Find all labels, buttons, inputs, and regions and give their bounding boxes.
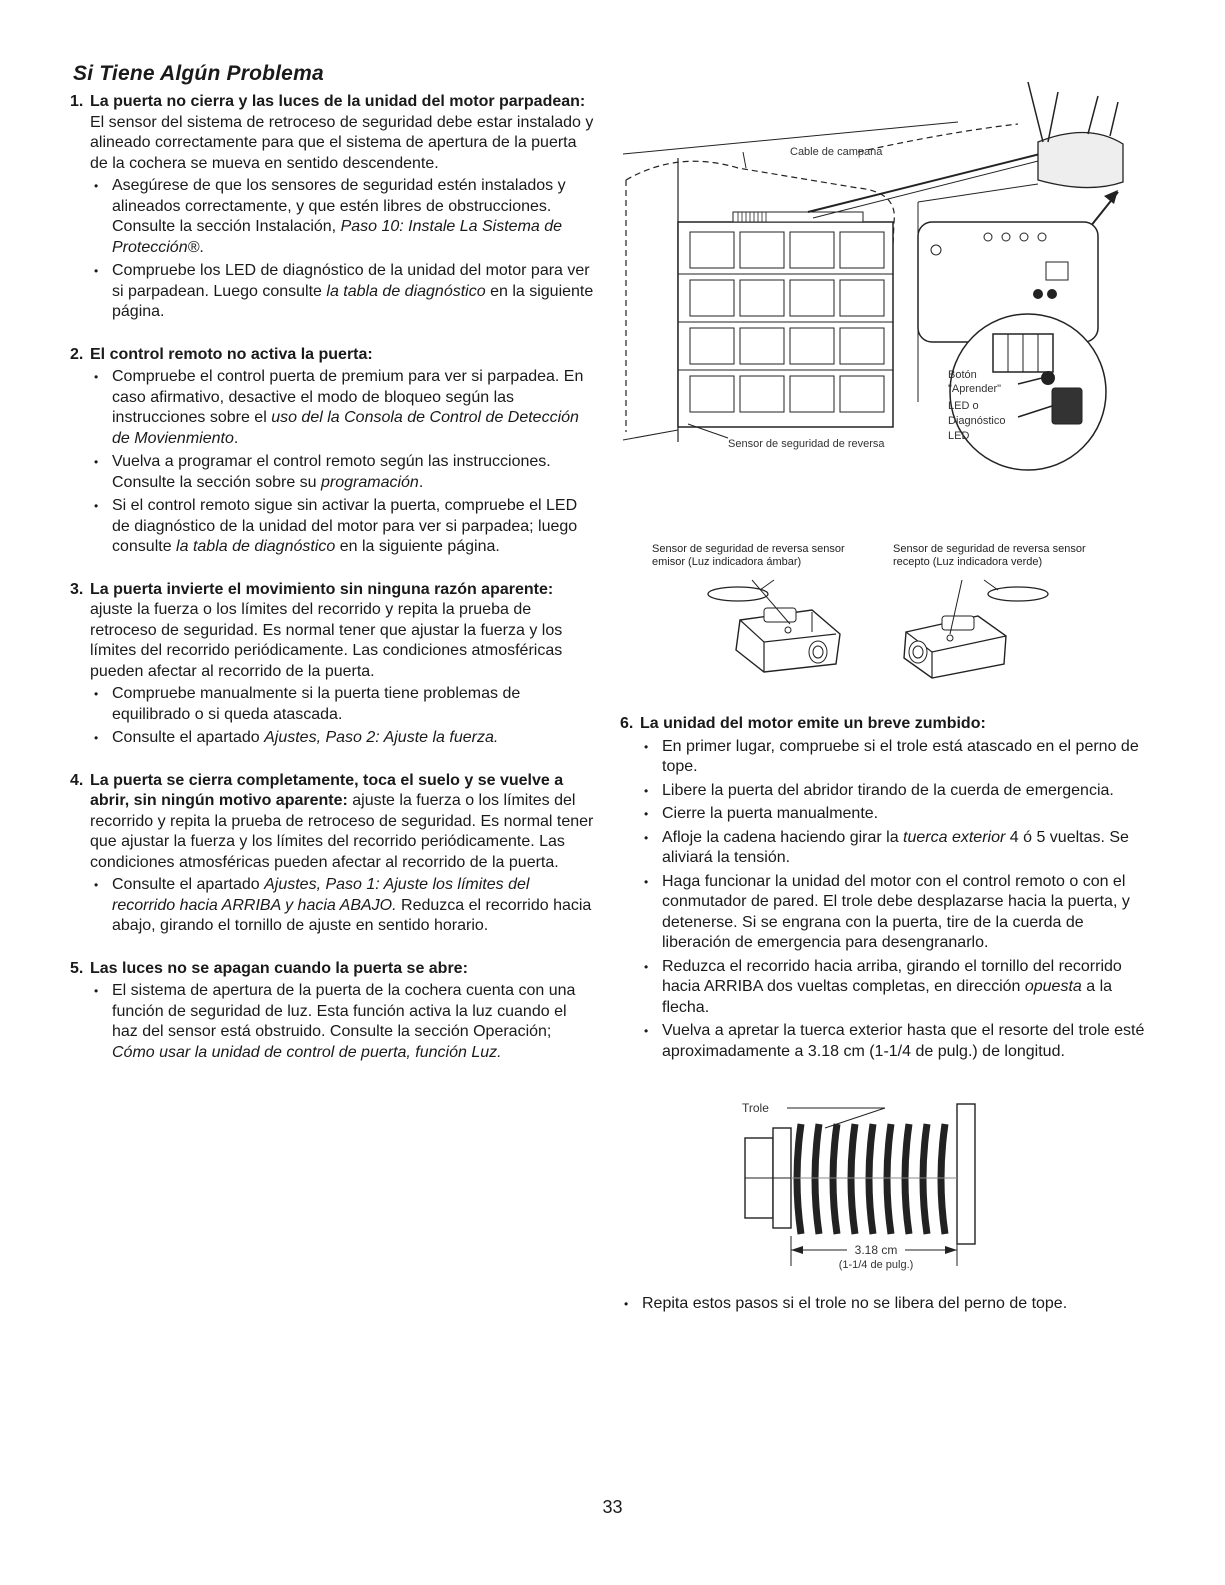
learn-button-label: Botón xyxy=(948,369,977,381)
item-number: 3. xyxy=(70,580,84,598)
bullet-item: • Afloje la cadena haciendo girar la tuerca exterior 4 ó 5 vueltas. Se aliviará la tensión. xyxy=(642,828,1145,869)
bullet-item: • Vuelva a programar el control remoto según las instrucciones. Consulte la sección sobre su programación. xyxy=(92,452,595,493)
receiver-caption: Sensor de seguridad de reversa sensor recepto (Luz indicadora verde) xyxy=(893,543,1086,568)
troubleshoot-item-2 xyxy=(70,345,595,558)
item-heading: La puerta se cierra completamente, toca el suelo y se vuelve a abrir, sin ningún motivo aparente: xyxy=(90,771,564,809)
bullet-item: • Compruebe manualmente si la puerta tiene problemas de equilibrado o si queda atascada. xyxy=(92,684,595,725)
bullet-item: • Repita estos pasos si el trole no se libera del perno de tope. xyxy=(622,1294,1160,1314)
emitter-caption: Sensor de seguridad de reversa sensor emisor (Luz indicadora ámbar) xyxy=(652,543,845,568)
bullet-list xyxy=(70,684,595,749)
item-number: 1. xyxy=(70,93,84,110)
troubleshoot-item-5 xyxy=(70,959,595,1064)
bullet-item: • Vuelva a apretar la tuerca exterior hasta que el resorte del trole esté aproximadamente a 3.18 cm (1-1/4 de pulg.) de longitud. xyxy=(642,1021,1145,1062)
left-column xyxy=(70,92,595,1085)
page-title: Si Tiene Algún Problema xyxy=(73,62,324,85)
bullet-item: • En primer lugar, compruebe si el trole está atascado en el perno de tope. xyxy=(642,737,1145,778)
sensor-label: Sensor de seguridad de reversa xyxy=(728,438,885,450)
led-label-3: LED xyxy=(948,430,970,442)
bell-wire-label: Cable de campana xyxy=(790,146,883,158)
item-number: 2. xyxy=(70,345,84,363)
bullet-item: • Reduzca el recorrido hacia arriba, girando el tornillo del recorrido hacia ARRIBA dos vueltas completas, en dirección opuesta a la flecha. xyxy=(642,957,1145,1019)
bullet-list xyxy=(70,875,595,937)
item-heading: La puerta invierte el movimiento sin ninguna razón aparente: xyxy=(90,580,554,598)
receiver-sensor-icon xyxy=(904,580,1048,678)
item-number: 4. xyxy=(70,771,84,789)
item-heading: La unidad del motor emite un breve zumbido: xyxy=(640,715,986,732)
bullet-item: • Libere la puerta del abridor tirando de la cuerda de emergencia. xyxy=(642,781,1145,802)
item-paragraph: El sensor del sistema de retroceso de seguridad debe estar instalado y alineado correctamente para que el sistema de apertura de la puerta de la cochera se mueva en sentido descendente. xyxy=(90,113,594,172)
trolley-spring-illustration xyxy=(735,1094,995,1274)
bullet-item: • Asegúrese de que los sensores de seguridad estén instalados y alineados correctamente, y que estén libres de obstrucciones. Consulte la sección Instalación, Paso 10: Instale La Sistema de Protección®. xyxy=(92,176,595,258)
bullet-list xyxy=(70,367,595,558)
bullet-item: • Si el control remoto sigue sin activar la puerta, compruebe el LED de diagnóstico de la unidad del motor para ver si parpadea; luego consulte la tabla de diagnóstico en la siguiente página. xyxy=(92,496,595,558)
bullet-item: • Compruebe los LED de diagnóstico de la unidad del motor para ver si parpadean. Luego consulte la tabla de diagnóstico en la siguiente página. xyxy=(92,261,595,323)
item-heading: El control remoto no activa la puerta: xyxy=(90,345,373,363)
emitter-sensor-icon xyxy=(708,580,840,672)
spring-icon xyxy=(797,1124,945,1234)
item-heading: La puerta no cierra y las luces de la unidad del motor parpadean: xyxy=(90,93,586,110)
final-bullet xyxy=(620,1294,1160,1317)
bullet-item: • Compruebe el control puerta de premium para ver si parpadea. En caso afirmativo, desactive el modo de bloqueo según las instrucciones sobre el uso del la Consola de Control de Detección de Movienmiento. xyxy=(92,367,595,449)
troubleshoot-item-1 xyxy=(70,92,595,323)
item-number: 6. xyxy=(620,715,634,732)
bullet-item: • Haga funcionar la unidad del motor con el control remoto o con el conmutador de pared. El trole debe desplazarse hacia la puerta, y detenerse. Si se engrana con la puerta, tire de la cuerda de liberación de emergencia para desengranarlo. xyxy=(642,872,1145,954)
bullet-list xyxy=(620,737,1145,1063)
bullet-item: • Consulte el apartado Ajustes, Paso 2: Ajuste la fuerza. xyxy=(92,728,595,749)
troubleshoot-item-6 xyxy=(620,714,1145,1062)
troubleshoot-item-4 xyxy=(70,771,595,937)
garage-opener-illustration xyxy=(618,72,1148,492)
led-label-2: Diagnóstico xyxy=(948,415,1006,427)
item-heading-tail: ajuste la fuerza o los límites del recorrido y repita la prueba de retroceso de seguridad. Es normal tener que ajustar la fuerza y los límites del recorrido periódicamente. Las condiciones atmosféricas pueden afectar al recorrido de la puerta. xyxy=(90,601,563,680)
dimension-in-label: (1-1/4 de pulg.) xyxy=(838,1259,914,1271)
dimension-cm-label: 3.18 cm xyxy=(854,1243,898,1257)
led-label: LED o xyxy=(948,400,979,412)
learn-button-label-2: "Aprender" xyxy=(948,383,1002,395)
bullet-item: • Consulte el apartado Ajustes, Paso 1: Ajuste los límites del recorrido hacia ARRIBA y hacia ABAJO. Reduzca el recorrido hacia abajo, girando el tornillo de ajuste en sentido horario. xyxy=(92,875,595,937)
right-column xyxy=(620,714,1145,1084)
bullet-list xyxy=(70,176,595,323)
item-heading: Las luces no se apagan cuando la puerta se abre: xyxy=(90,959,468,977)
page-number: 33 xyxy=(602,1497,623,1517)
safety-sensors-illustration xyxy=(700,572,1060,684)
bullet-item: • El sistema de apertura de la puerta de la cochera cuenta con una función de seguridad de luz. Esta función activa la luz cuando el haz del sensor está obstruido. Consulte la sección Operación; Cómo usar la unidad de control de puerta, función Luz. xyxy=(92,981,595,1063)
troubleshoot-item-3 xyxy=(70,580,595,749)
bullet-item: • Cierre la puerta manualmente. xyxy=(642,804,1145,825)
item-heading-tail: ajuste la fuerza o los límites del recorrido y repita la prueba de retroceso de seguridad. Es normal tener que ajustar la fuerza y los límites del recorrido periódicamente. Las condiciones atmosféricas pueden afectar al recorrido de la puerta. xyxy=(90,792,594,871)
item-number: 5. xyxy=(70,959,84,977)
bullet-list xyxy=(70,981,595,1063)
trolley-label: Trole xyxy=(742,1101,769,1115)
